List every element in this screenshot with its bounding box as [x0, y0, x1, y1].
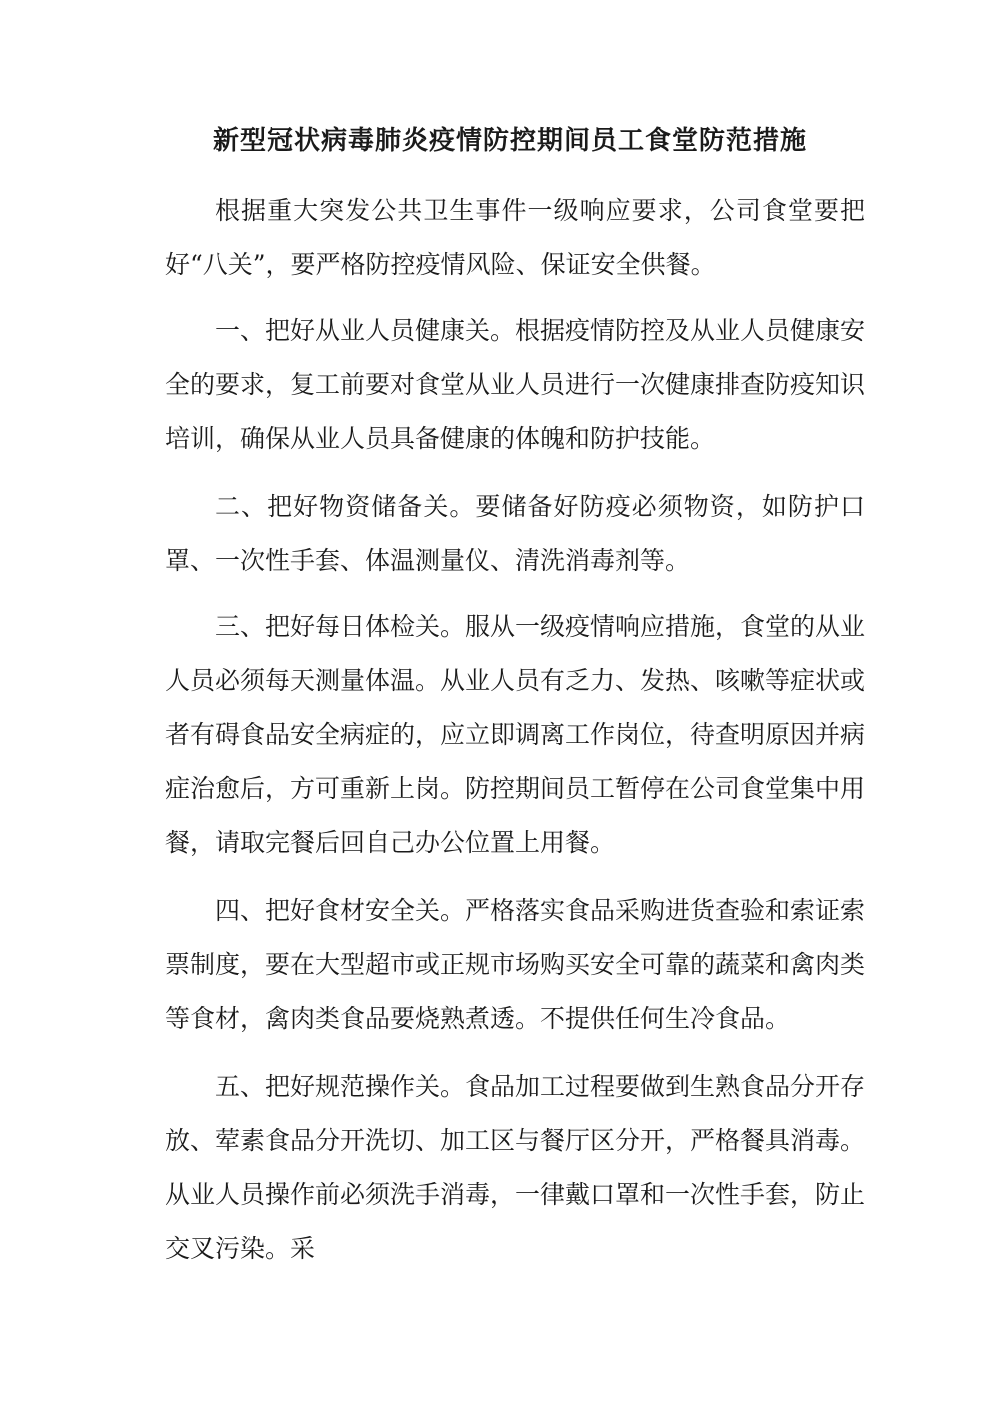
section-5-paragraph: 五、把好规范操作关。食品加工过程要做到生熟食品分开存放、荤素食品分开洗切、加工区与餐厅区分开，严格餐具消毒。从业人员操作前必须洗手消毒，一律戴口罩和一次性手套，防止交叉污染。采: [165, 1072, 866, 1263]
document-title: 新型冠状病毒肺炎疫情防控期间员工食堂防范措施: [212, 126, 807, 156]
section-1-paragraph: 一、把好从业人员健康关。根据疫情防控及从业人员健康安全的要求，复工前要对食堂从业人员进行一次健康排查防疫知识培训，确保从业人员具备健康的体魄和防护技能。: [165, 316, 866, 453]
section-3-paragraph: 三、把好每日体检关。服从一级疫情响应措施，食堂的从业人员必须每天测量体温。从业人员有乏力、发热、咳嗽等症状或者有碍食品安全病症的，应立即调离工作岗位，待查明原因并病症治愈后，方可重新上岗。防控期间员工暂停在公司食堂集中用餐，请取完餐后回自己办公位置上用餐。: [165, 612, 866, 857]
section-2-paragraph: 二、把好物资储备关。要储备好防疫必须物资，如防护口罩、一次性手套、体温测量仪、清洗消毒剂等。: [165, 492, 865, 575]
section-4-paragraph: 四、把好食材安全关。严格落实食品采购进货查验和索证索票制度，要在大型超市或正规市场购买安全可靠的蔬菜和禽肉类等食材，禽肉类食品要烧熟煮透。不提供任何生冷食品。: [165, 896, 866, 1033]
intro-paragraph: 根据重大突发公共卫生事件一级响应要求，公司食堂要把好“八关”，要严格防控疫情风险、保证安全供餐。: [165, 196, 865, 279]
